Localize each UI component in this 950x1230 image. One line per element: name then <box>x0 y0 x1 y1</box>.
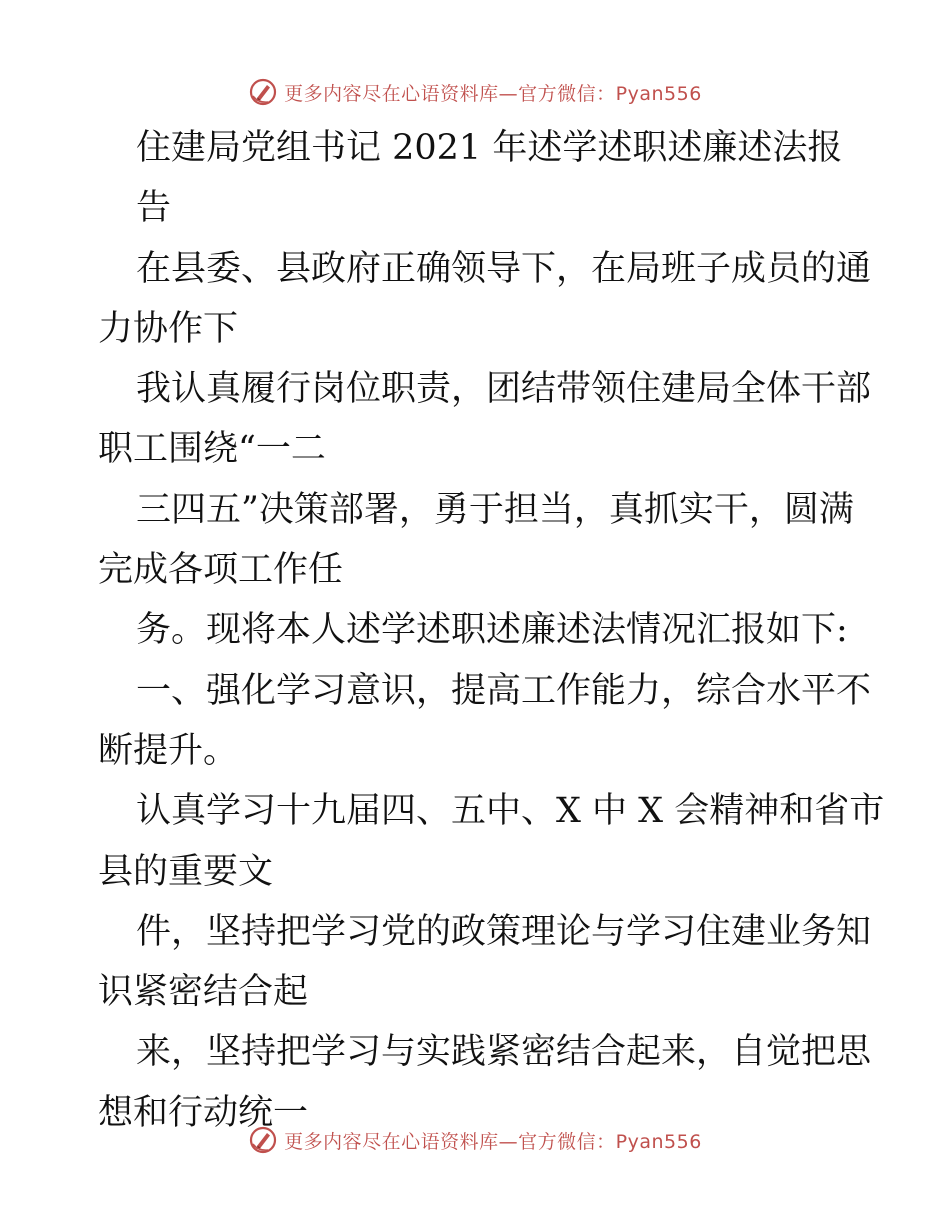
paragraph-line: 力协作下 <box>98 308 239 349</box>
paragraph-line: 想和行动统一 <box>98 1092 309 1133</box>
pen-logo-icon <box>248 77 278 107</box>
footer-banner <box>0 1120 950 1160</box>
paragraph-line: 来，坚持把学习与实践紧密结合起来，自觉把思 <box>136 1032 872 1073</box>
paragraph-line: 我认真履行岗位职责，团结带领住建局全体干部 <box>136 369 872 410</box>
section-heading-line: 断提升。 <box>98 730 239 771</box>
paragraph-line: 三四五”决策部署，勇于担当，真抓实干，圆满 <box>136 489 854 530</box>
banner-text: 更多内容尽在心语资料库—官方微信：Pyan556 <box>284 1130 702 1153</box>
paragraph-line: 务。现将本人述学述职述廉述法情况汇报如下: <box>136 610 848 651</box>
paragraph-line: 完成各项工作任 <box>98 550 344 591</box>
paragraph-line: 职工围绕“一二 <box>98 429 326 470</box>
document-body <box>98 118 885 1143</box>
header-banner <box>0 72 950 112</box>
paragraph-line: 件，坚持把学习党的政策理论与学习住建业务知 <box>136 911 872 952</box>
document-title-line: 告 <box>136 188 172 229</box>
pen-logo-icon <box>248 1125 278 1155</box>
paragraph-line: 在县委、县政府正确领导下，在局班子成员的通 <box>136 248 872 289</box>
banner-text: 更多内容尽在心语资料库—官方微信：Pyan556 <box>284 82 702 105</box>
paragraph-line: 认真学习十九届四、五中、X 中 X 会精神和省市 <box>136 791 885 832</box>
paragraph-line: 识紧密结合起 <box>98 972 309 1013</box>
paragraph-line: 县的重要文 <box>98 851 274 892</box>
document-title-line: 住建局党组书记 2021 年述学述职述廉述法报 <box>136 128 843 168</box>
section-heading-line: 一、强化学习意识，提高工作能力，综合水平不 <box>136 670 872 711</box>
